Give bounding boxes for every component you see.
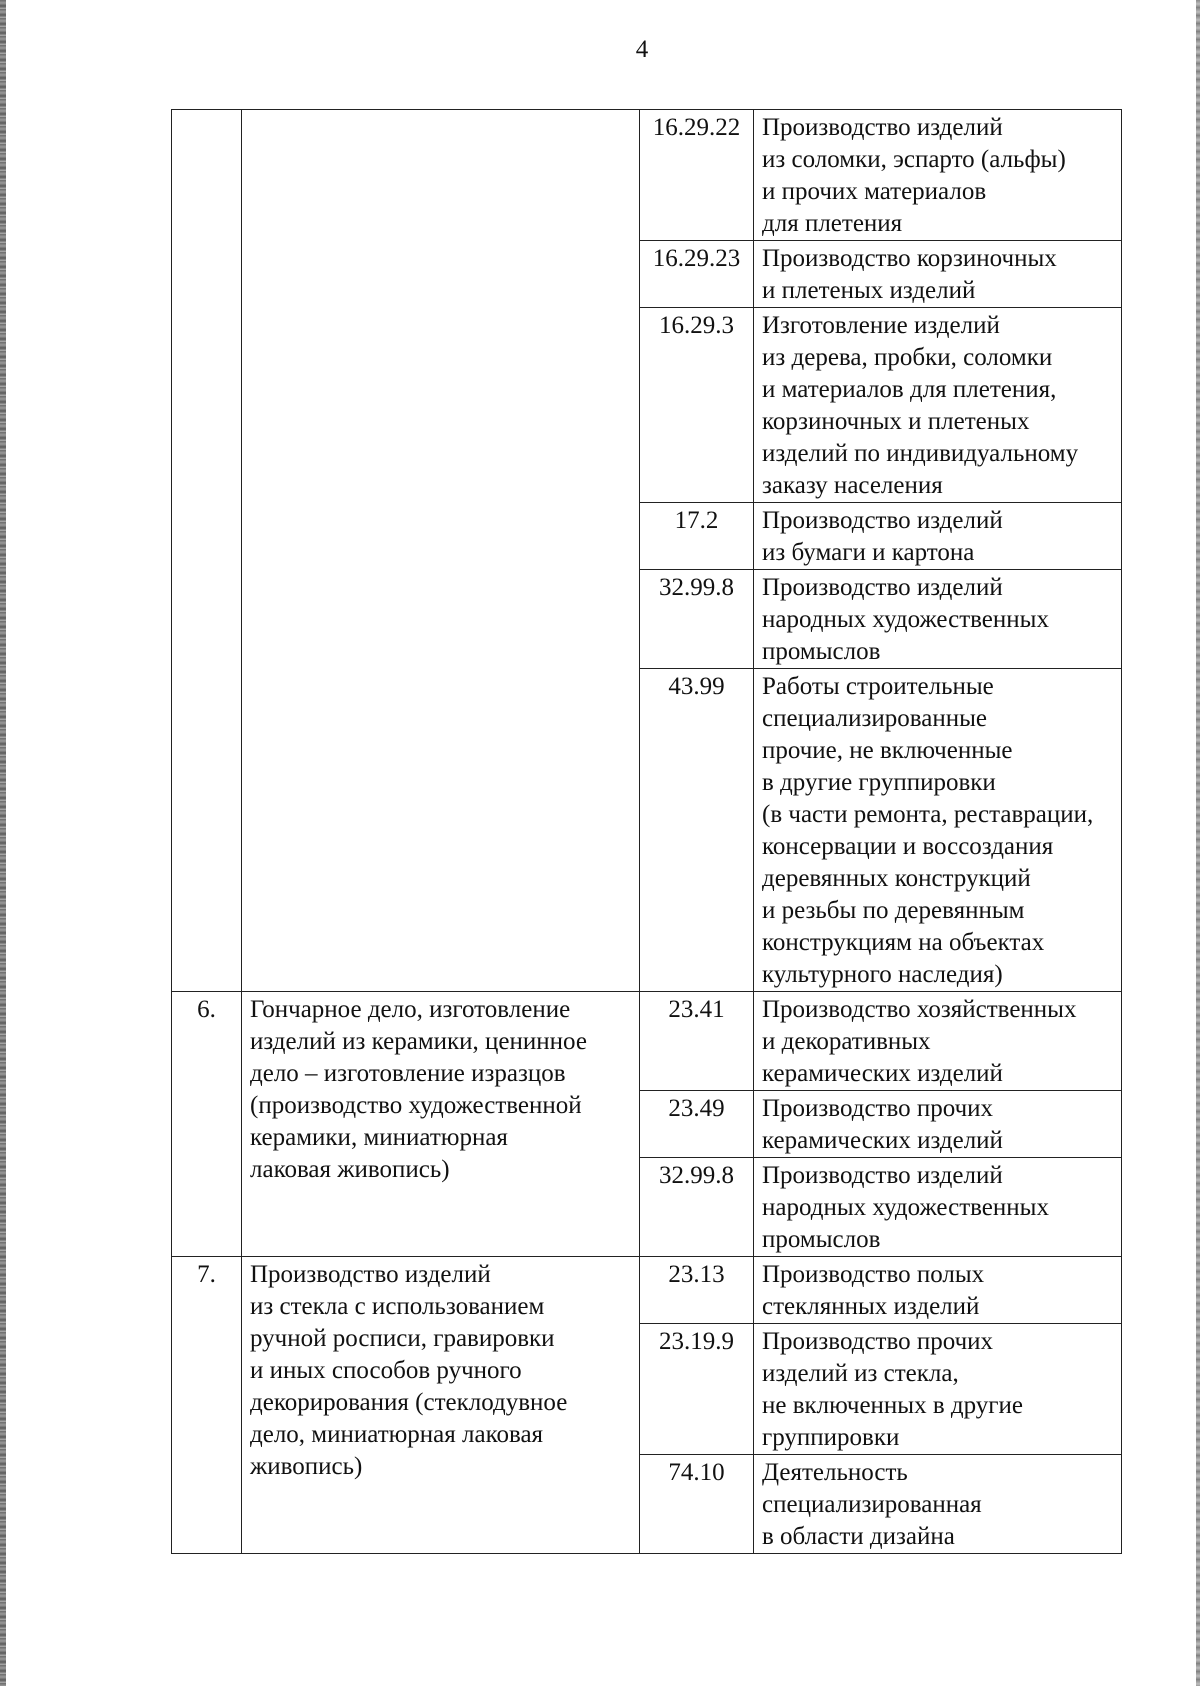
okved-code-cell: 16.29.23: [640, 241, 754, 308]
activity-description-cell: Работы строительные специализированные прочие, не включенные в другие группировки (в части ремонта, реставрации, консервации и воссоздания деревянных конструкций и резьбы по деревянным конструкциям на объектах культурного наследия): [754, 669, 1122, 992]
okved-code-cell: 23.41: [640, 992, 754, 1091]
craft-name-cell: Гончарное дело, изготовление изделий из керамики, ценинное дело – изготовление изразцов (производство художественной керамики, миниатюрная лаковая живопись): [242, 992, 640, 1257]
table-body: [172, 110, 1122, 1554]
okved-code-cell: 16.29.22: [640, 110, 754, 241]
activity-description-cell: Производство полых стеклянных изделий: [754, 1257, 1122, 1324]
activity-description-cell: Деятельность специализированная в области дизайна: [754, 1455, 1122, 1554]
row-number-cell: [172, 110, 242, 992]
craft-name-cell: [242, 110, 640, 992]
okved-code-cell: 32.99.8: [640, 1158, 754, 1257]
activity-description-cell: Производство хозяйственных и декоративных керамических изделий: [754, 992, 1122, 1091]
okved-code-cell: 74.10: [640, 1455, 754, 1554]
activity-description-cell: Производство прочих изделий из стекла, не включенных в другие группировки: [754, 1324, 1122, 1455]
activity-description-cell: Производство изделий из соломки, эспарто (альфы) и прочих материалов для плетения: [754, 110, 1122, 241]
activity-description-cell: Производство корзиночных и плетеных изделий: [754, 241, 1122, 308]
okved-code-cell: 43.99: [640, 669, 754, 992]
activity-codes-table: [171, 109, 1122, 1554]
activity-description-cell: Производство изделий народных художественных промыслов: [754, 570, 1122, 669]
okved-code-cell: 23.19.9: [640, 1324, 754, 1455]
okved-code-cell: 16.29.3: [640, 308, 754, 503]
craft-name-cell: Производство изделий из стекла с использованием ручной росписи, гравировки и иных способов ручного декорирования (стеклодувное дело, миниатюрная лаковая живопись): [242, 1257, 640, 1554]
activity-description-cell: Производство изделий народных художественных промыслов: [754, 1158, 1122, 1257]
row-number-cell: 7.: [172, 1257, 242, 1554]
table-row: [172, 992, 1122, 1091]
scan-edge-left: [0, 0, 6, 1686]
activity-description-cell: Производство прочих керамических изделий: [754, 1091, 1122, 1158]
okved-code-cell: 32.99.8: [640, 570, 754, 669]
table-row: [172, 1257, 1122, 1324]
okved-code-cell: 17.2: [640, 503, 754, 570]
row-number-cell: 6.: [172, 992, 242, 1257]
page-number: 4: [635, 36, 649, 63]
okved-code-cell: 23.49: [640, 1091, 754, 1158]
activity-description-cell: Изготовление изделий из дерева, пробки, соломки и материалов для плетения, корзиночных и плетеных изделий по индивидуальному заказу населения: [754, 308, 1122, 503]
okved-code-cell: 23.13: [640, 1257, 754, 1324]
activity-description-cell: Производство изделий из бумаги и картона: [754, 503, 1122, 570]
table-row: [172, 110, 1122, 241]
scan-edge-right: [1196, 0, 1200, 1686]
